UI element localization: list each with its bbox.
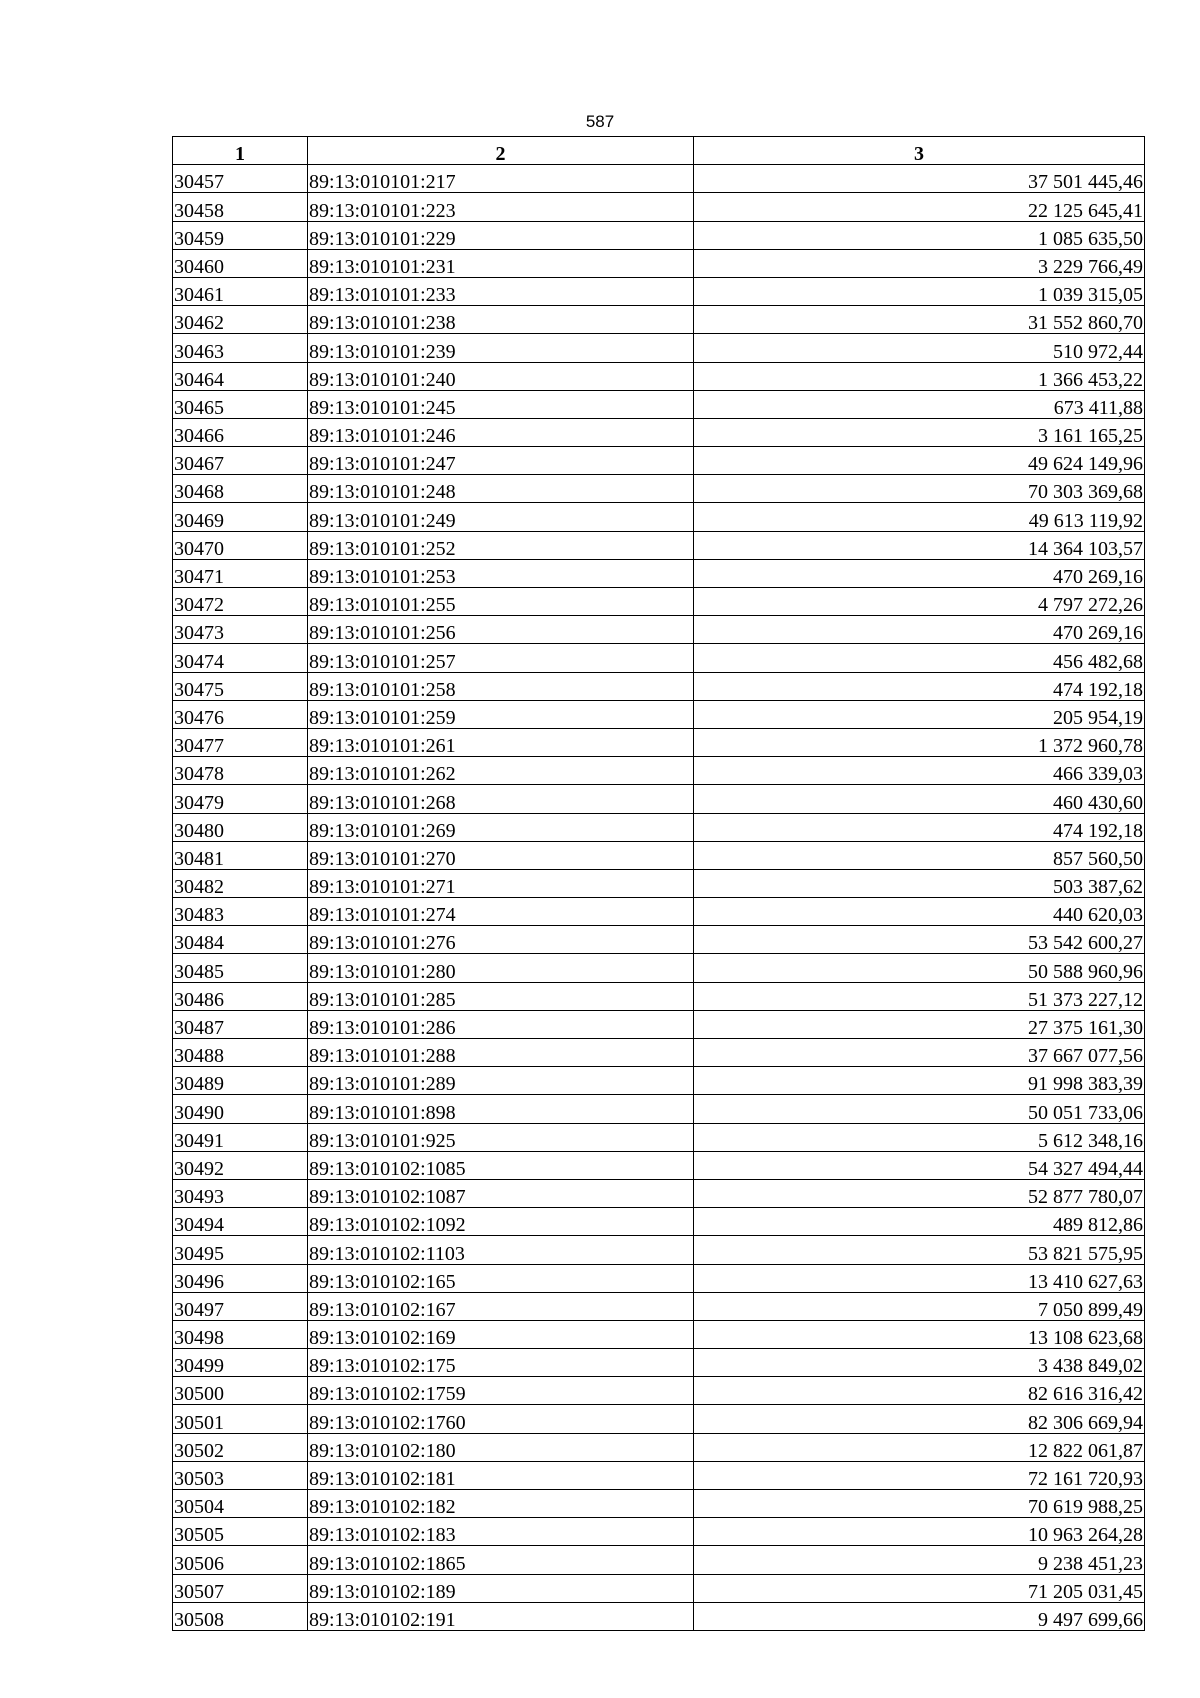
- cadastral-number-cell: 89:13:010102:182: [308, 1490, 694, 1518]
- cadastral-number-cell: 89:13:010101:276: [308, 926, 694, 954]
- cadastral-number-cell: 89:13:010102:1759: [308, 1377, 694, 1405]
- cadastral-number-cell: 89:13:010101:270: [308, 841, 694, 869]
- header-column-2: 2: [308, 137, 694, 165]
- cadastral-value-cell: 456 482,68: [694, 644, 1145, 672]
- cadastral-number-cell: 89:13:010102:1103: [308, 1236, 694, 1264]
- table-row: [173, 1236, 1145, 1264]
- row-number-cell: 30465: [173, 390, 308, 418]
- cadastral-value-cell: 857 560,50: [694, 841, 1145, 869]
- row-number-cell: 30498: [173, 1320, 308, 1348]
- row-number-cell: 30490: [173, 1095, 308, 1123]
- table-row: [173, 1151, 1145, 1179]
- cadastral-number-cell: 89:13:010101:925: [308, 1123, 694, 1151]
- table-row: [173, 813, 1145, 841]
- table-row: [173, 1039, 1145, 1067]
- cadastral-number-cell: 89:13:010101:247: [308, 447, 694, 475]
- cadastral-number-cell: 89:13:010102:180: [308, 1433, 694, 1461]
- cadastral-value-cell: 470 269,16: [694, 616, 1145, 644]
- row-number-cell: 30499: [173, 1349, 308, 1377]
- table-row: [173, 1292, 1145, 1320]
- table-row: [173, 1602, 1145, 1630]
- table-row: [173, 1461, 1145, 1489]
- cadastral-value-cell: 52 877 780,07: [694, 1179, 1145, 1207]
- cadastral-value-cell: 49 613 119,92: [694, 503, 1145, 531]
- row-number-cell: 30478: [173, 757, 308, 785]
- table-row: [173, 700, 1145, 728]
- cadastral-number-cell: 89:13:010102:1092: [308, 1208, 694, 1236]
- cadastral-value-cell: 82 306 669,94: [694, 1405, 1145, 1433]
- cadastral-value-cell: 673 411,88: [694, 390, 1145, 418]
- cadastral-value-cell: 22 125 645,41: [694, 193, 1145, 221]
- table-row: [173, 447, 1145, 475]
- row-number-cell: 30508: [173, 1602, 308, 1630]
- table-row: [173, 757, 1145, 785]
- cadastral-number-cell: 89:13:010102:183: [308, 1518, 694, 1546]
- page-number: 587: [585, 112, 615, 131]
- header-row: [173, 137, 1145, 165]
- row-number-cell: 30479: [173, 785, 308, 813]
- cadastral-value-cell: 53 821 575,95: [694, 1236, 1145, 1264]
- table-body: [173, 165, 1145, 1631]
- cadastral-number-cell: 89:13:010101:229: [308, 221, 694, 249]
- cadastral-number-cell: 89:13:010101:239: [308, 334, 694, 362]
- table-row: [173, 785, 1145, 813]
- row-number-cell: 30475: [173, 672, 308, 700]
- row-number-cell: 30480: [173, 813, 308, 841]
- table-row: [173, 1490, 1145, 1518]
- cadastral-value-cell: 91 998 383,39: [694, 1067, 1145, 1095]
- row-number-cell: 30500: [173, 1377, 308, 1405]
- row-number-cell: 30502: [173, 1433, 308, 1461]
- table-row: [173, 1208, 1145, 1236]
- table-row: [173, 728, 1145, 756]
- table-row: [173, 616, 1145, 644]
- row-number-cell: 30460: [173, 249, 308, 277]
- cadastral-number-cell: 89:13:010101:238: [308, 306, 694, 334]
- cadastral-number-cell: 89:13:010102:1760: [308, 1405, 694, 1433]
- row-number-cell: 30459: [173, 221, 308, 249]
- cadastral-number-cell: 89:13:010102:175: [308, 1349, 694, 1377]
- table-row: [173, 1320, 1145, 1348]
- row-number-cell: 30487: [173, 1010, 308, 1038]
- cadastral-number-cell: 89:13:010101:217: [308, 165, 694, 193]
- table-row: [173, 954, 1145, 982]
- table-row: [173, 1095, 1145, 1123]
- cadastral-value-cell: 10 963 264,28: [694, 1518, 1145, 1546]
- cadastral-number-cell: 89:13:010101:286: [308, 1010, 694, 1038]
- cadastral-value-cell: 50 051 733,06: [694, 1095, 1145, 1123]
- cadastral-value-table: [172, 136, 1145, 1631]
- row-number-cell: 30503: [173, 1461, 308, 1489]
- cadastral-number-cell: 89:13:010101:245: [308, 390, 694, 418]
- row-number-cell: 30461: [173, 277, 308, 305]
- cadastral-value-cell: 1 085 635,50: [694, 221, 1145, 249]
- cadastral-number-cell: 89:13:010101:269: [308, 813, 694, 841]
- cadastral-number-cell: 89:13:010101:258: [308, 672, 694, 700]
- table-row: [173, 221, 1145, 249]
- cadastral-value-cell: 510 972,44: [694, 334, 1145, 362]
- row-number-cell: 30488: [173, 1039, 308, 1067]
- cadastral-value-cell: 503 387,62: [694, 869, 1145, 897]
- row-number-cell: 30492: [173, 1151, 308, 1179]
- cadastral-value-cell: 27 375 161,30: [694, 1010, 1145, 1038]
- cadastral-value-cell: 37 501 445,46: [694, 165, 1145, 193]
- cadastral-number-cell: 89:13:010101:268: [308, 785, 694, 813]
- cadastral-value-cell: 9 497 699,66: [694, 1602, 1145, 1630]
- cadastral-number-cell: 89:13:010101:223: [308, 193, 694, 221]
- row-number-cell: 30471: [173, 559, 308, 587]
- row-number-cell: 30484: [173, 926, 308, 954]
- table-row: [173, 1010, 1145, 1038]
- cadastral-value-cell: 72 161 720,93: [694, 1461, 1145, 1489]
- table-row: [173, 1405, 1145, 1433]
- cadastral-value-cell: 49 624 149,96: [694, 447, 1145, 475]
- row-number-cell: 30495: [173, 1236, 308, 1264]
- cadastral-value-cell: 31 552 860,70: [694, 306, 1145, 334]
- table-row: [173, 559, 1145, 587]
- row-number-cell: 30468: [173, 475, 308, 503]
- cadastral-value-cell: 13 108 623,68: [694, 1320, 1145, 1348]
- row-number-cell: 30483: [173, 898, 308, 926]
- row-number-cell: 30474: [173, 644, 308, 672]
- table-row: [173, 503, 1145, 531]
- cadastral-value-cell: 51 373 227,12: [694, 982, 1145, 1010]
- cadastral-value-cell: 466 339,03: [694, 757, 1145, 785]
- cadastral-value-cell: 82 616 316,42: [694, 1377, 1145, 1405]
- row-number-cell: 30489: [173, 1067, 308, 1095]
- cadastral-number-cell: 89:13:010101:288: [308, 1039, 694, 1067]
- cadastral-value-cell: 7 050 899,49: [694, 1292, 1145, 1320]
- row-number-cell: 30473: [173, 616, 308, 644]
- table-row: [173, 1433, 1145, 1461]
- cadastral-number-cell: 89:13:010101:289: [308, 1067, 694, 1095]
- cadastral-number-cell: 89:13:010101:259: [308, 700, 694, 728]
- table-row: [173, 362, 1145, 390]
- cadastral-value-cell: 1 372 960,78: [694, 728, 1145, 756]
- cadastral-number-cell: 89:13:010102:1087: [308, 1179, 694, 1207]
- cadastral-number-cell: 89:13:010101:252: [308, 531, 694, 559]
- cadastral-value-cell: 474 192,18: [694, 813, 1145, 841]
- table-row: [173, 165, 1145, 193]
- table-row: [173, 531, 1145, 559]
- cadastral-number-cell: 89:13:010101:256: [308, 616, 694, 644]
- cadastral-value-cell: 54 327 494,44: [694, 1151, 1145, 1179]
- cadastral-value-cell: 3 161 165,25: [694, 418, 1145, 446]
- cadastral-value-cell: 50 588 960,96: [694, 954, 1145, 982]
- table-row: [173, 982, 1145, 1010]
- cadastral-value-cell: 1 039 315,05: [694, 277, 1145, 305]
- cadastral-value-cell: 1 366 453,22: [694, 362, 1145, 390]
- cadastral-number-cell: 89:13:010101:255: [308, 588, 694, 616]
- cadastral-number-cell: 89:13:010101:285: [308, 982, 694, 1010]
- cadastral-value-cell: 53 542 600,27: [694, 926, 1145, 954]
- cadastral-number-cell: 89:13:010102:165: [308, 1264, 694, 1292]
- row-number-cell: 30504: [173, 1490, 308, 1518]
- table-row: [173, 1123, 1145, 1151]
- row-number-cell: 30470: [173, 531, 308, 559]
- row-number-cell: 30472: [173, 588, 308, 616]
- table-row: [173, 277, 1145, 305]
- cadastral-number-cell: 89:13:010101:246: [308, 418, 694, 446]
- table-row: [173, 193, 1145, 221]
- cadastral-number-cell: 89:13:010101:240: [308, 362, 694, 390]
- header-column-1: 1: [173, 137, 308, 165]
- row-number-cell: 30497: [173, 1292, 308, 1320]
- cadastral-number-cell: 89:13:010102:167: [308, 1292, 694, 1320]
- row-number-cell: 30501: [173, 1405, 308, 1433]
- table-row: [173, 418, 1145, 446]
- row-number-cell: 30485: [173, 954, 308, 982]
- row-number-cell: 30486: [173, 982, 308, 1010]
- table-row: [173, 475, 1145, 503]
- cadastral-number-cell: 89:13:010101:274: [308, 898, 694, 926]
- table-row: [173, 1067, 1145, 1095]
- header-column-3: 3: [694, 137, 1145, 165]
- cadastral-number-cell: 89:13:010102:181: [308, 1461, 694, 1489]
- row-number-cell: 30469: [173, 503, 308, 531]
- cadastral-number-cell: 89:13:010101:898: [308, 1095, 694, 1123]
- row-number-cell: 30507: [173, 1574, 308, 1602]
- cadastral-value-cell: 205 954,19: [694, 700, 1145, 728]
- row-number-cell: 30491: [173, 1123, 308, 1151]
- cadastral-number-cell: 89:13:010101:248: [308, 475, 694, 503]
- cadastral-value-cell: 70 619 988,25: [694, 1490, 1145, 1518]
- cadastral-value-cell: 489 812,86: [694, 1208, 1145, 1236]
- row-number-cell: 30493: [173, 1179, 308, 1207]
- cadastral-number-cell: 89:13:010101:257: [308, 644, 694, 672]
- row-number-cell: 30466: [173, 418, 308, 446]
- table-row: [173, 869, 1145, 897]
- cadastral-value-cell: 13 410 627,63: [694, 1264, 1145, 1292]
- row-number-cell: 30457: [173, 165, 308, 193]
- cadastral-value-cell: 3 438 849,02: [694, 1349, 1145, 1377]
- table-row: [173, 841, 1145, 869]
- cadastral-value-cell: 70 303 369,68: [694, 475, 1145, 503]
- cadastral-value-cell: 470 269,16: [694, 559, 1145, 587]
- cadastral-number-cell: 89:13:010101:261: [308, 728, 694, 756]
- cadastral-number-cell: 89:13:010101:249: [308, 503, 694, 531]
- row-number-cell: 30462: [173, 306, 308, 334]
- table-row: [173, 306, 1145, 334]
- cadastral-value-cell: 14 364 103,57: [694, 531, 1145, 559]
- table-row: [173, 249, 1145, 277]
- row-number-cell: 30476: [173, 700, 308, 728]
- cadastral-value-cell: 5 612 348,16: [694, 1123, 1145, 1151]
- cadastral-value-cell: 460 430,60: [694, 785, 1145, 813]
- table-row: [173, 588, 1145, 616]
- cadastral-number-cell: 89:13:010102:1865: [308, 1546, 694, 1574]
- cadastral-value-cell: 474 192,18: [694, 672, 1145, 700]
- cadastral-value-cell: 12 822 061,87: [694, 1433, 1145, 1461]
- row-number-cell: 30463: [173, 334, 308, 362]
- cadastral-number-cell: 89:13:010102:1085: [308, 1151, 694, 1179]
- cadastral-value-cell: 37 667 077,56: [694, 1039, 1145, 1067]
- table-row: [173, 1377, 1145, 1405]
- row-number-cell: 30467: [173, 447, 308, 475]
- row-number-cell: 30481: [173, 841, 308, 869]
- cadastral-number-cell: 89:13:010101:253: [308, 559, 694, 587]
- table-row: [173, 926, 1145, 954]
- table-row: [173, 644, 1145, 672]
- cadastral-value-cell: 9 238 451,23: [694, 1546, 1145, 1574]
- cadastral-number-cell: 89:13:010101:231: [308, 249, 694, 277]
- row-number-cell: 30496: [173, 1264, 308, 1292]
- cadastral-number-cell: 89:13:010101:280: [308, 954, 694, 982]
- table-row: [173, 334, 1145, 362]
- cadastral-number-cell: 89:13:010102:169: [308, 1320, 694, 1348]
- table-header: [173, 137, 1145, 165]
- table-row: [173, 1574, 1145, 1602]
- row-number-cell: 30506: [173, 1546, 308, 1574]
- cadastral-number-cell: 89:13:010101:271: [308, 869, 694, 897]
- table-row: [173, 1179, 1145, 1207]
- row-number-cell: 30482: [173, 869, 308, 897]
- row-number-cell: 30464: [173, 362, 308, 390]
- cadastral-value-cell: 71 205 031,45: [694, 1574, 1145, 1602]
- table-row: [173, 1546, 1145, 1574]
- cadastral-number-cell: 89:13:010101:262: [308, 757, 694, 785]
- cadastral-number-cell: 89:13:010101:233: [308, 277, 694, 305]
- row-number-cell: 30458: [173, 193, 308, 221]
- table-row: [173, 672, 1145, 700]
- table-row: [173, 1349, 1145, 1377]
- cadastral-number-cell: 89:13:010102:189: [308, 1574, 694, 1602]
- row-number-cell: 30477: [173, 728, 308, 756]
- table-row: [173, 898, 1145, 926]
- table-row: [173, 390, 1145, 418]
- table-row: [173, 1518, 1145, 1546]
- cadastral-value-cell: 440 620,03: [694, 898, 1145, 926]
- row-number-cell: 30494: [173, 1208, 308, 1236]
- table-row: [173, 1264, 1145, 1292]
- cadastral-value-cell: 4 797 272,26: [694, 588, 1145, 616]
- cadastral-value-cell: 3 229 766,49: [694, 249, 1145, 277]
- cadastral-number-cell: 89:13:010102:191: [308, 1602, 694, 1630]
- row-number-cell: 30505: [173, 1518, 308, 1546]
